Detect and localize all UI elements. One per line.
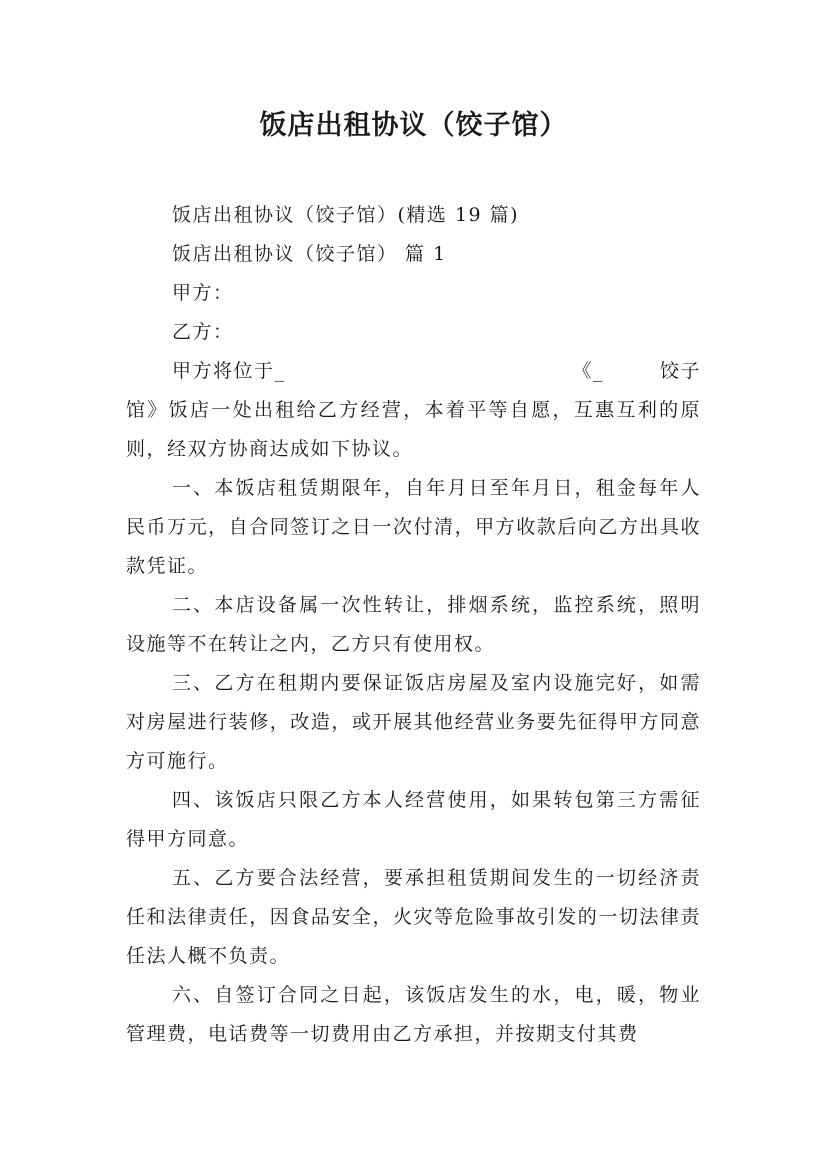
party-a-line: 甲方： [172,282,234,304]
section-heading: 饭店出租协议（饺子馆） 篇 1 [172,243,447,265]
intro-part-2: 《_ [572,360,604,382]
intro-paragraph-rest: 馆》饭店一处出租给乙方经营，本着平等自愿，互惠互利的原则，经双方协商达成如下协议。 [126,399,701,460]
intro-part-1: 甲方将位于_ [172,360,286,382]
clause-3: 三、乙方在租期内要保证饭店房屋及室内设施完好，如需对房屋进行装修，改造，或开展其他经营业务要先征得甲方同意方可施行。 [126,672,701,772]
document-subtitle: 饭店出租协议（饺子馆）(精选 19 篇) [172,204,520,226]
document-title: 饭店出租协议（饺子馆） [259,110,568,141]
party-b-line: 乙方： [172,321,234,343]
intro-part-3: 饺子 [659,360,701,382]
document-body [126,196,701,1054]
clause-5: 五、乙方要合法经营，要承担租赁期间发生的一切经济责任和法律责任，因食品安全，火灾等危险事故引发的一切法律责任法人概不负责。 [126,867,701,967]
clause-4: 四、该饭店只限乙方本人经营使用，如果转包第三方需征得甲方同意。 [126,789,701,850]
clause-2: 二、本店设备属一次性转让，排烟系统，监控系统，照明设施等不在转让之内，乙方只有使用权。 [126,594,701,655]
clause-1: 一、本饭店租赁期限年，自年月日至年月日，租金每年人民币万元，自合同签订之日一次付清，甲方收款后向乙方出具收款凭证。 [126,477,701,577]
intro-first-line [126,352,701,391]
clause-6: 六、自签订合同之日起，该饭店发生的水，电，暖，物业管理费，电话费等一切费用由乙方承担，并按期支付其费 [126,984,701,1045]
